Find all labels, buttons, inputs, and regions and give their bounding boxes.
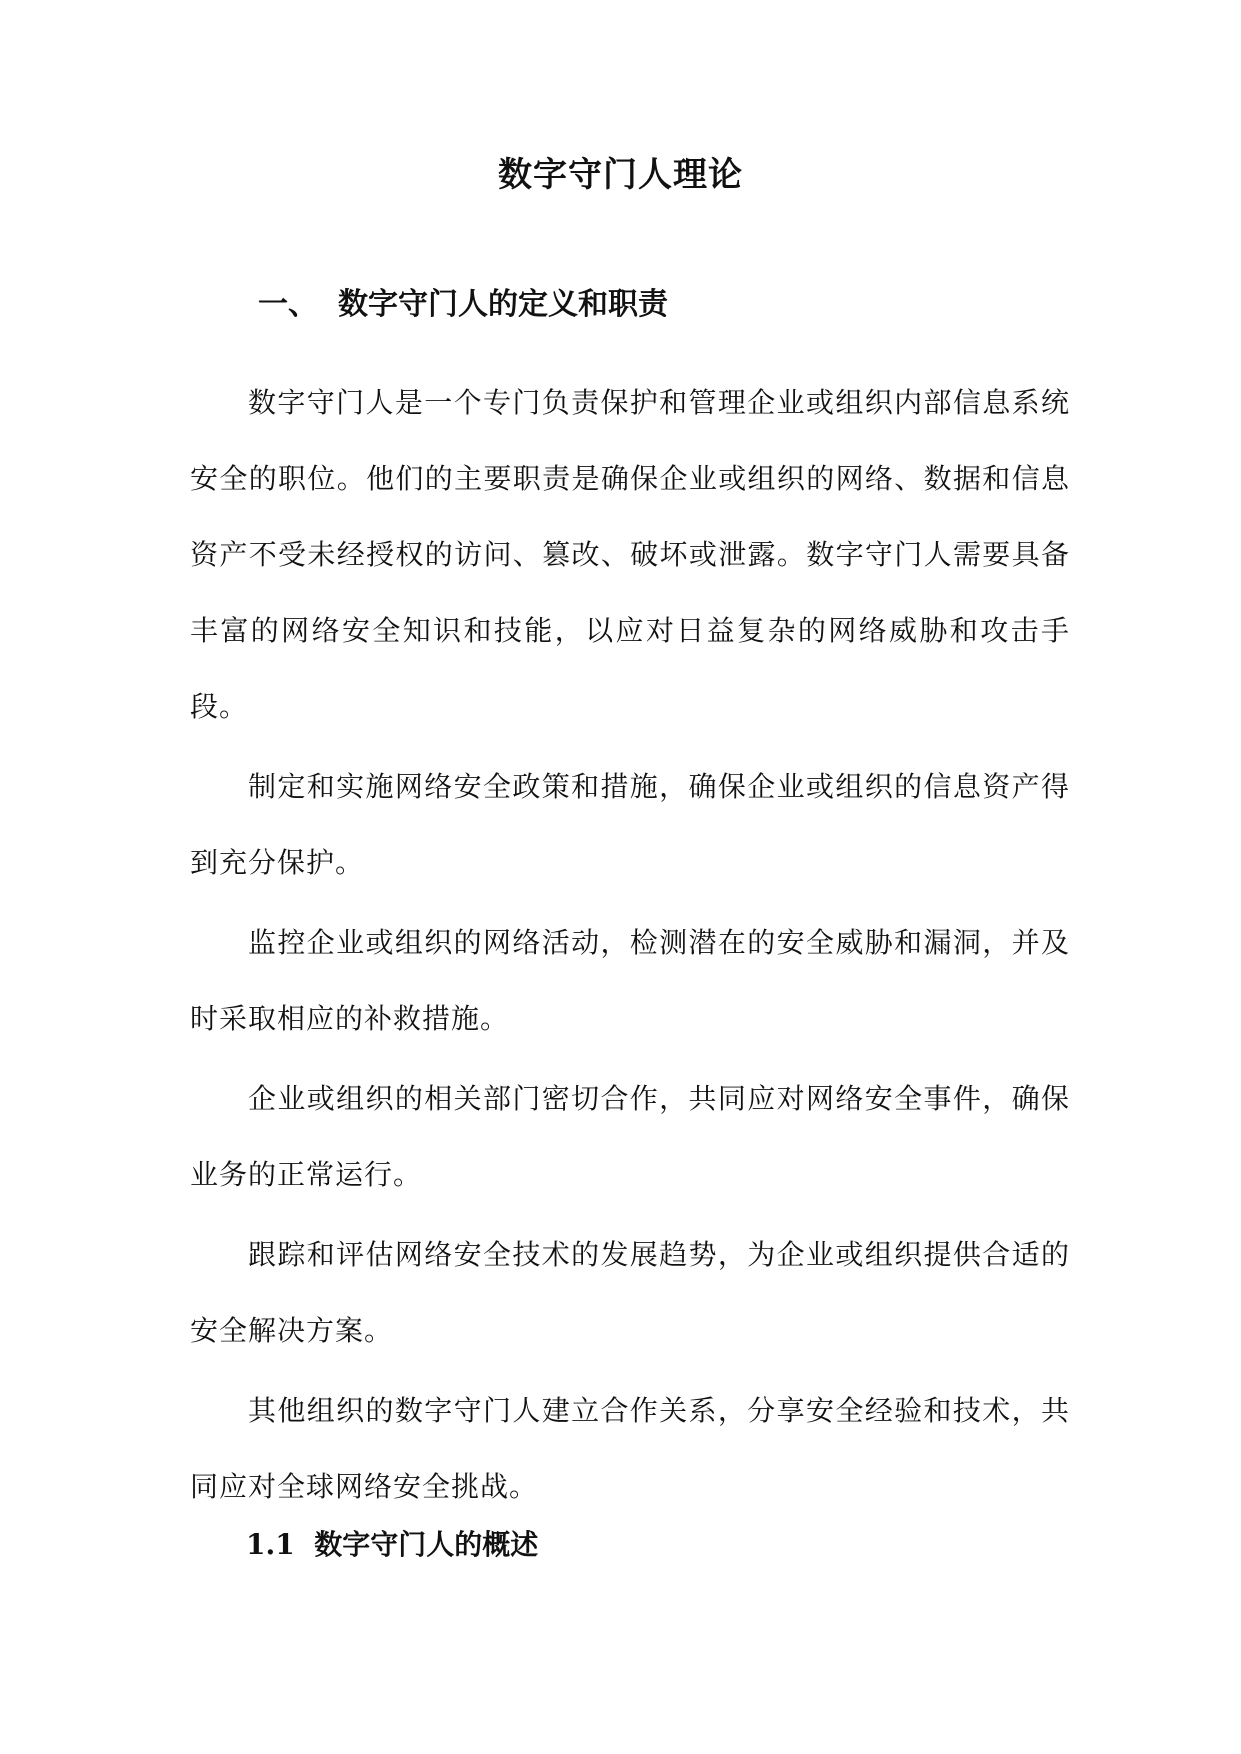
paragraph: 企业或组织的相关部门密切合作，共同应对网络安全事件，确保业务的正常运行。 — [190, 1082, 1070, 1191]
paragraph: 跟踪和评估网络安全技术的发展趋势，为企业或组织提供合适的安全解决方案。 — [190, 1238, 1070, 1347]
document-title: 数字守门人理论 — [498, 155, 743, 195]
paragraph: 数字守门人是一个专门负责保护和管理企业或组织内部信息系统安全的职位。他们的主要职责是确保企业或组织的网络、数据和信息资产不受未经授权的访问、篡改、破坏或泄露。数字守门人需要具备丰富的网络安全知识和技能，以应对日益复杂的网络威胁和攻击手段。 — [190, 386, 1070, 723]
subsection-title: 数字守门人的概述 — [314, 1528, 539, 1561]
subsection-heading — [246, 1523, 538, 1567]
paragraph: 其他组织的数字守门人建立合作关系，分享安全经验和技术，共同应对全球网络安全挑战。 — [190, 1394, 1070, 1503]
body-text — [190, 365, 1070, 1529]
subsection-number: 1.1 — [246, 1528, 295, 1561]
section-heading — [258, 282, 668, 328]
paragraph: 监控企业或组织的网络活动，检测潜在的安全威胁和漏洞，并及时采取相应的补救措施。 — [190, 926, 1070, 1035]
paragraph: 制定和实施网络安全政策和措施，确保企业或组织的信息资产得到充分保护。 — [190, 770, 1070, 879]
section-number: 一、 — [258, 287, 318, 322]
section-title: 数字守门人的定义和职责 — [338, 287, 668, 322]
